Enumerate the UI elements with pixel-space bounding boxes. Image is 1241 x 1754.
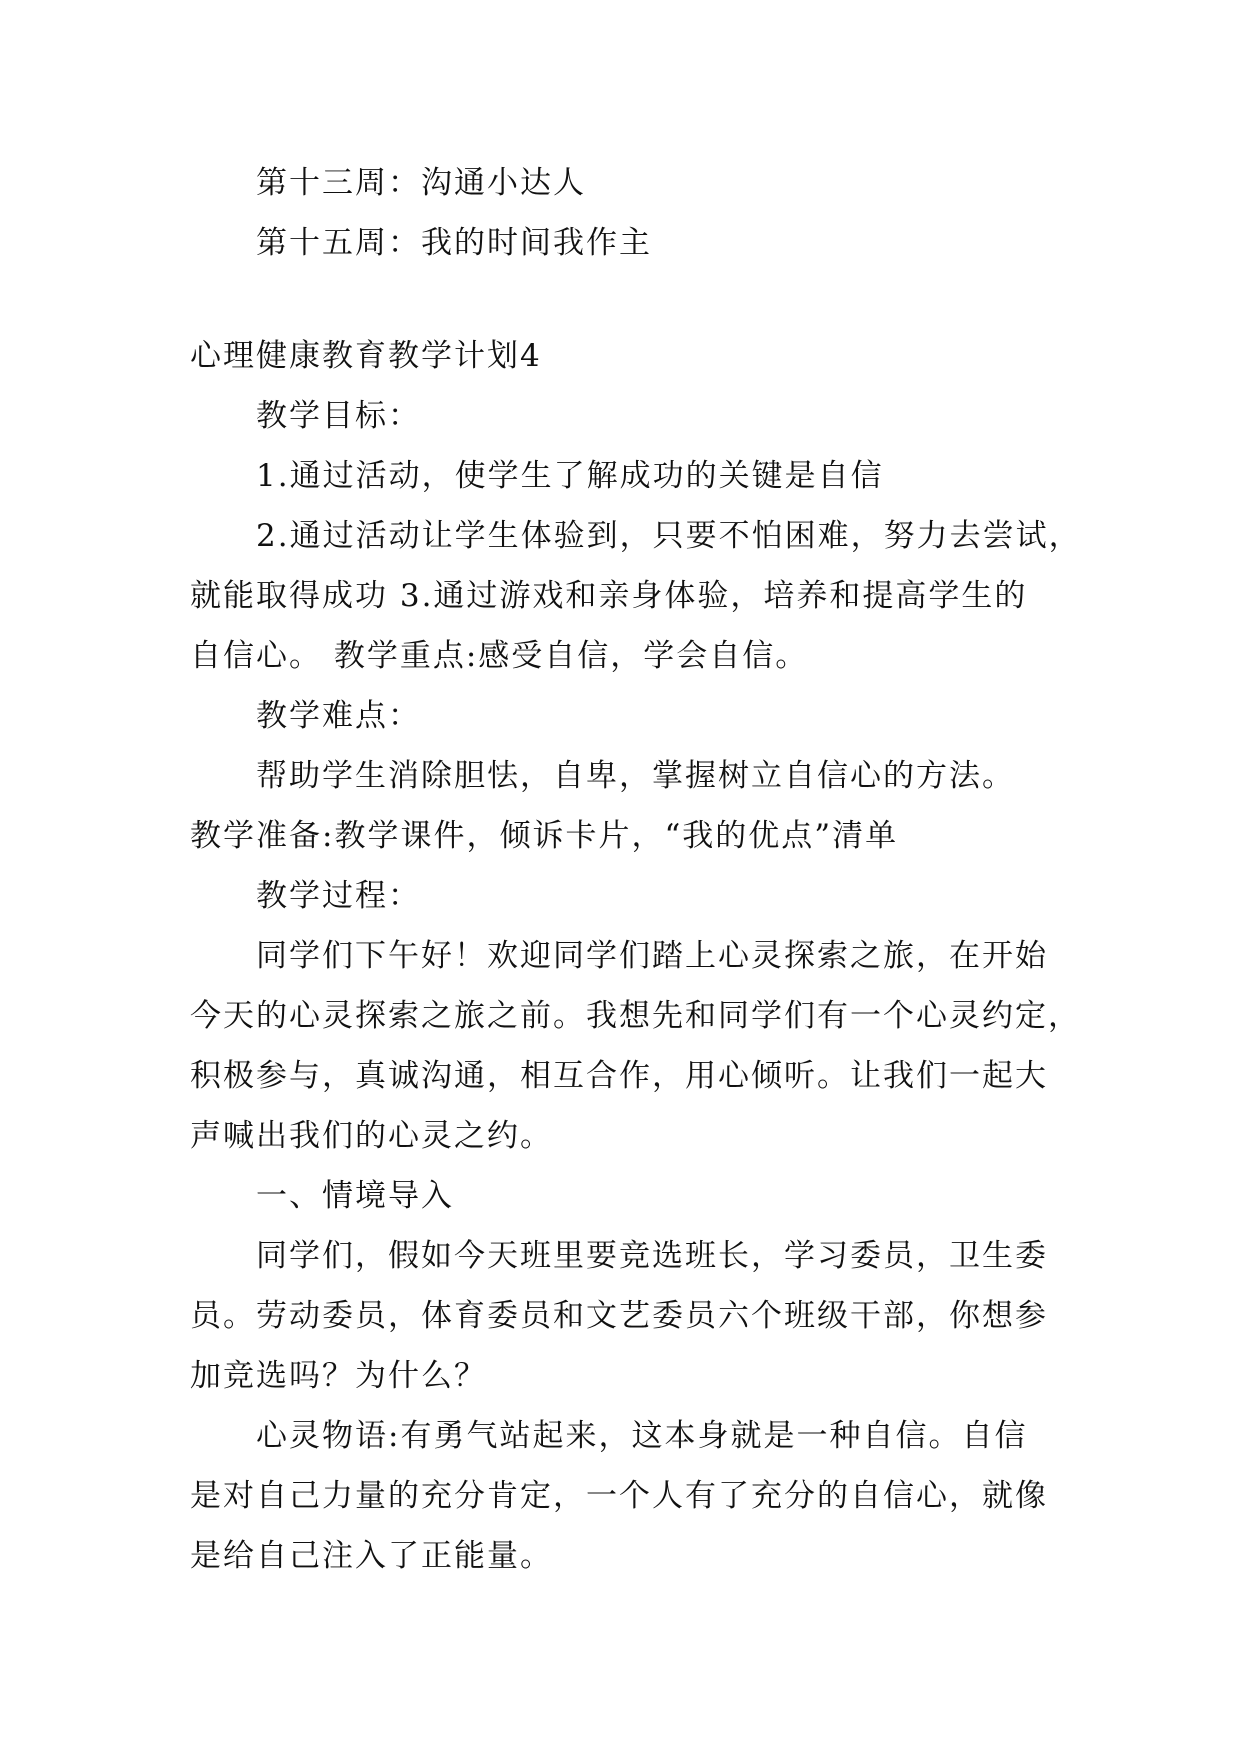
part-1-heading: 一、情境导入 — [256, 1178, 454, 1214]
intro-line-1: 同学们下午好！欢迎同学们踏上心灵探索之旅，在开始 — [256, 938, 1048, 974]
difficulty-heading: 教学难点： — [256, 698, 421, 734]
intro-line-2: 今天的心灵探索之旅之前。我想先和同学们有一个心灵约定， — [190, 998, 1081, 1034]
intro-line-3: 积极参与，真诚沟通，相互合作，用心倾听。让我们一起大 — [190, 1058, 1048, 1094]
schedule-week-13: 第十三周：沟通小达人 — [256, 165, 586, 201]
preparation-text: 教学准备:教学课件，倾诉卡片，“我的优点”清单 — [190, 818, 899, 854]
goal-2-line-1: 2.通过活动让学生体验到，只要不怕困难，努力去尝试， — [256, 518, 1082, 554]
intro-line-4: 声喊出我们的心灵之约。 — [190, 1118, 553, 1154]
part-1-line-2: 员。劳动委员，体育委员和文艺委员六个班级干部，你想参 — [190, 1298, 1048, 1334]
mind-words-line-3: 是给自己注入了正能量。 — [190, 1538, 553, 1574]
goal-2-line-2: 就能取得成功 3.通过游戏和亲身体验，培养和提高学生的 — [190, 578, 1028, 614]
goal-2-line-3: 自信心。 教学重点:感受自信，学会自信。 — [190, 638, 809, 674]
mind-words-line-2: 是对自己力量的充分肯定，一个人有了充分的自信心，就像 — [190, 1478, 1048, 1514]
section-title: 心理健康教育教学计划4 — [190, 338, 542, 374]
goal-1: 1.通过活动，使学生了解成功的关键是自信 — [256, 458, 884, 494]
part-1-line-1: 同学们，假如今天班里要竞选班长，学习委员，卫生委 — [256, 1238, 1048, 1274]
schedule-week-15: 第十五周：我的时间我作主 — [256, 225, 652, 261]
part-1-line-3: 加竞选吗？为什么？ — [190, 1358, 487, 1394]
mind-words-line-1: 心灵物语:有勇气站起来，这本身就是一种自信。自信 — [256, 1418, 1028, 1454]
difficulty-text: 帮助学生消除胆怯，自卑，掌握树立自信心的方法。 — [256, 758, 1015, 794]
process-heading: 教学过程： — [256, 878, 421, 914]
goals-heading: 教学目标： — [256, 398, 421, 434]
